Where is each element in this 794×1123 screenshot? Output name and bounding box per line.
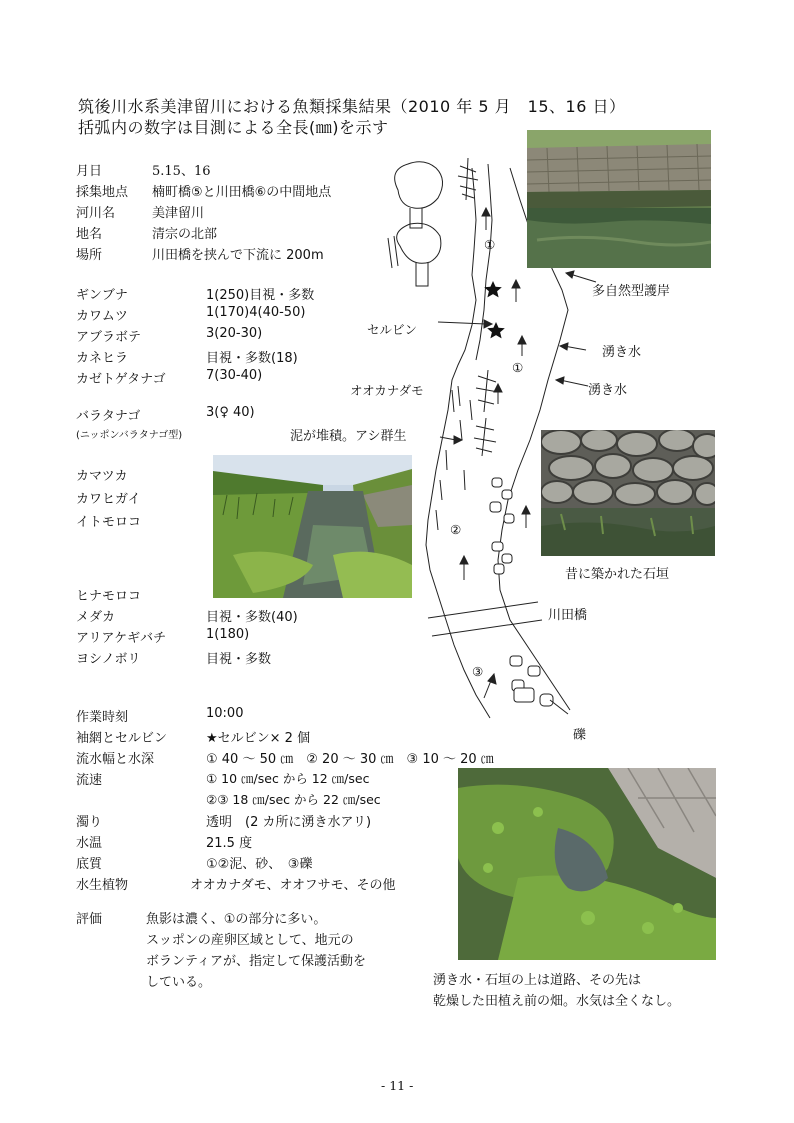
- fish-count: 1(250)目視・多数: [206, 288, 315, 303]
- work-label: 袖網とセルビン: [76, 731, 168, 746]
- work-value: 透明 (2 カ所に湧き水アリ): [206, 815, 372, 830]
- map-label-1a: ①: [484, 237, 496, 252]
- map-label-2: ②: [450, 522, 462, 537]
- work-label: 流水幅と水深: [76, 752, 155, 767]
- work-label: 作業時刻: [76, 710, 129, 725]
- map-label-yusui-1: 湧き水: [602, 345, 642, 360]
- fish-name: アリアケギバチ: [76, 631, 167, 646]
- fish-name: ヨシノボリ: [76, 652, 141, 667]
- fish-count: 目視・多数(40): [206, 610, 298, 625]
- fish-count: 1(180): [206, 627, 250, 642]
- info-value-date: 5.15、16: [152, 164, 211, 179]
- evaluation-line: ボランティアが、指定して保護活動を: [146, 954, 366, 969]
- work-value: オオカナダモ、オオフサモ、その他: [190, 878, 396, 893]
- info-value-place: 清宗の北部: [152, 227, 218, 242]
- photo-river: [213, 455, 412, 598]
- info-value-location: 川田橋を挟んで下流に 200m: [152, 248, 324, 263]
- work-value: ★セルビン× 2 個: [206, 731, 311, 746]
- photo-spring-water: [458, 768, 716, 960]
- fish-name: バラタナゴ: [76, 409, 141, 424]
- map-label-1b: ①: [512, 360, 524, 375]
- fish-name: メダカ: [76, 610, 116, 625]
- info-label-river: 河川名: [76, 206, 116, 221]
- photo-revetment: [527, 130, 711, 268]
- evaluation-line: している。: [146, 975, 212, 990]
- work-label: 水温: [76, 836, 103, 851]
- fish-count: 目視・多数(18): [206, 351, 298, 366]
- evaluation-line: スッポンの産卵区域として、地元の: [146, 933, 354, 948]
- fish-count: 目視・多数: [206, 652, 272, 667]
- fish-name: アブラボテ: [76, 330, 142, 345]
- work-label: 底質: [76, 857, 103, 872]
- fish-count: 1(170)4(40-50): [206, 305, 306, 320]
- work-label: 流速: [76, 773, 103, 788]
- work-value: ① 40 ～ 50 ㎝ ② 20 ～ 30 ㎝ ③ 10 ～ 20 ㎝: [206, 752, 494, 767]
- info-label-date: 月日: [76, 164, 103, 179]
- work-value: 21.5 度: [206, 836, 253, 851]
- map-label-yusui-2: 湧き水: [588, 383, 628, 398]
- map-label-ishigaki: 昔に築かれた石垣: [565, 567, 670, 582]
- page-number: - 11 -: [381, 1078, 414, 1093]
- work-value: ① 10 ㎝/sec から 12 ㎝/sec: [206, 771, 370, 786]
- info-value-site: 楠町橋⑤と川田橋⑥の中間地点: [152, 185, 332, 200]
- page-title: 筑後川水系美津留川における魚類採集結果（2010 年 5 月 15、16 日）: [78, 97, 626, 116]
- fish-name: ヒナモロコ: [76, 589, 142, 604]
- work-value: ①②泥、砂、 ③礫: [206, 857, 313, 872]
- fish-count: 3(20-30): [206, 326, 263, 341]
- fish-name: カネヒラ: [76, 351, 129, 366]
- map-label-doro: 泥が堆積。アシ群生: [290, 429, 407, 444]
- info-value-river: 美津留川: [152, 206, 205, 221]
- fish-count: 3(♀ 40): [206, 405, 255, 420]
- map-label-ookanadamo: オオカナダモ: [350, 383, 424, 398]
- map-label-3: ③: [472, 664, 484, 679]
- info-label-site: 採集地点: [76, 185, 129, 200]
- fish-name: カワヒガイ: [76, 492, 141, 507]
- map-label-reki: 礫: [573, 728, 587, 743]
- photo-caption-line2: 乾燥した田植え前の畑。水気は全くなし。: [433, 994, 681, 1009]
- info-label-location: 場所: [76, 248, 103, 263]
- photo-caption-line1: 湧き水・石垣の上は道路、その先は: [433, 973, 642, 988]
- work-value: ②③ 18 ㎝/sec から 22 ㎝/sec: [206, 792, 381, 807]
- fish-name: カワムツ: [76, 309, 128, 324]
- work-label: 濁り: [76, 815, 103, 830]
- fish-name: ギンブナ: [76, 288, 128, 303]
- evaluation-line: 魚影は濃く、①の部分に多い。: [146, 912, 327, 927]
- map-label-kawadabashi: 川田橋: [548, 608, 588, 623]
- evaluation-label: 評価: [76, 912, 103, 927]
- map-label-tashizen: 多自然型護岸: [592, 284, 671, 299]
- map-label-seirubin: セルビン: [367, 322, 418, 337]
- fish-name: イトモロコ: [76, 515, 142, 530]
- photo-stone-wall: [541, 430, 715, 556]
- page-subtitle: 括弧内の数字は目測による全長(㎜)を示す: [78, 118, 389, 137]
- fish-name: カマツカ: [76, 469, 128, 484]
- work-label: 水生植物: [76, 878, 129, 893]
- fish-note: (ニッポンバラタナゴ型): [76, 430, 183, 441]
- info-label-place: 地名: [76, 227, 103, 242]
- work-value: 10:00: [206, 706, 244, 721]
- fish-count: 7(30-40): [206, 368, 263, 383]
- fish-name: カゼトゲタナゴ: [76, 372, 166, 387]
